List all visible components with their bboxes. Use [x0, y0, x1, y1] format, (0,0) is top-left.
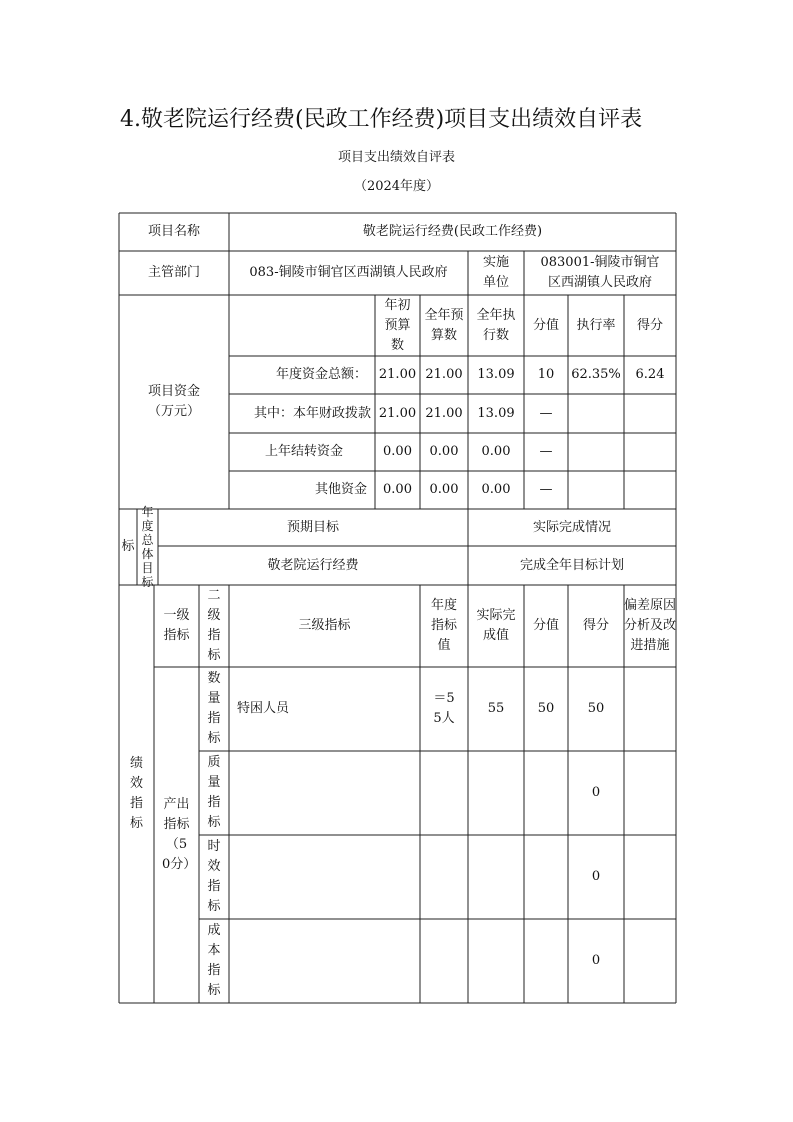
funds-row-score: 6.24: [635, 367, 665, 382]
goals-label-left: 标: [121, 539, 135, 554]
funds-row-score-value: —: [539, 405, 553, 421]
header-perf-score-value: 分值: [532, 618, 559, 633]
level2-cell: [199, 919, 229, 1003]
funds-row-initial: 21.00: [378, 367, 417, 382]
level2-text: 时效指标: [207, 839, 221, 914]
target-cell: [420, 919, 468, 1003]
level3-cell: [229, 835, 420, 919]
score-cell: 0: [591, 953, 601, 968]
page-title: 4.敬老院运行经费(民政工作经费)项目支出绩效自评表: [120, 107, 643, 132]
level2-cell: [199, 835, 229, 919]
funds-row-score: [624, 394, 676, 433]
funds-row-executed: 13.09: [477, 405, 515, 421]
level2-cell: [199, 751, 229, 835]
score-value-cell: 50: [537, 701, 555, 716]
table-year: （2024年度）: [353, 179, 440, 194]
actual-cell: [468, 919, 524, 1003]
score-cell: 50: [587, 701, 605, 716]
level3-cell: [229, 751, 420, 835]
score-value-cell: [524, 751, 568, 835]
target-cell: [420, 751, 468, 835]
funds-row-annual: 21.00: [425, 405, 463, 421]
funds-row-score: [624, 433, 676, 471]
score-value-cell: [524, 919, 568, 1003]
project-name-value: 敬老院运行经费(民政工作经费): [362, 224, 543, 239]
funds-row-executed: 0.00: [481, 444, 511, 459]
funds-row-rate: 62.35%: [571, 367, 621, 382]
target-cell: ＝55人: [433, 691, 455, 726]
project-name-label: 项目名称: [147, 224, 200, 239]
funds-row-initial: 21.00: [378, 405, 417, 421]
funds-row-initial: 0.00: [383, 444, 412, 459]
level2-text: 质量指标: [207, 755, 221, 830]
funds-row-executed: 0.00: [481, 482, 511, 497]
funds-label: 项目资金（万元）: [147, 384, 200, 419]
level1-output: 产出指标（50分）: [162, 797, 197, 872]
score-cell: 0: [591, 785, 601, 800]
level3-cell: 特困人员: [237, 701, 290, 716]
funds-row-name: 其中：本年财政拨款: [253, 405, 371, 421]
actual-cell: [468, 751, 524, 835]
header-level1: 一级指标: [163, 608, 190, 643]
performance-label: [119, 585, 154, 1003]
funds-row-annual: 0.00: [429, 482, 459, 497]
table-subtitle: 项目支出绩效自评表: [337, 150, 455, 165]
funds-row-rate: [568, 394, 624, 433]
level2-cell: [199, 667, 229, 751]
funds-row-rate: [568, 433, 624, 471]
header-executed: 全年执行数: [476, 307, 516, 343]
level2-text: 成本指标: [207, 923, 221, 998]
funds-row-initial: 0.00: [383, 482, 412, 497]
funds-row-name: 其他资金: [314, 482, 367, 497]
unit-label: 实施单位: [482, 255, 509, 290]
goals-expected-header: 预期目标: [286, 519, 339, 535]
funds-row-score-value: 10: [537, 367, 555, 382]
header-target: 年度指标值: [430, 598, 457, 653]
funds-row-rate: [568, 471, 624, 509]
goals-label-right-text: 年度总体目标: [141, 505, 154, 589]
target-cell: [420, 835, 468, 919]
funds-row-name: 上年结转资金: [264, 444, 343, 459]
score-value-cell: [524, 835, 568, 919]
header-deviation: 偏差原因分析及改进措施: [624, 598, 677, 653]
level3-cell: [229, 919, 420, 1003]
actual-cell: [468, 835, 524, 919]
level2-text: 数量指标: [207, 671, 221, 746]
goals-expected-value: 敬老院运行经费: [267, 557, 359, 573]
unit-value: 083001-铜陵市铜官区西湖镇人民政府: [540, 255, 660, 290]
dept-value: 083-铜陵市铜官区西湖镇人民政府: [249, 265, 448, 280]
goals-label-right: [137, 505, 158, 589]
funds-row-score-value: —: [539, 482, 553, 497]
funds-row-annual: 21.00: [425, 367, 463, 382]
score-cell: 0: [591, 869, 601, 884]
header-level2: [199, 585, 229, 667]
header-perf-score: 得分: [582, 618, 609, 633]
funds-row-score: [624, 471, 676, 509]
actual-cell: 55: [487, 701, 505, 716]
header-level2-text: 二级指标: [207, 588, 221, 663]
header-score-value: 分值: [532, 317, 559, 333]
dept-label: 主管部门: [147, 265, 200, 280]
header-initial-budget: 年初预算数: [384, 297, 411, 353]
funds-row-score-value: —: [539, 444, 553, 459]
header-actual: 实际完成值: [476, 608, 516, 643]
goals-actual-header: 实际完成情况: [532, 519, 611, 535]
goals-actual-value: 完成全年目标计划: [519, 557, 624, 573]
header-score: 得分: [636, 317, 663, 333]
header-exec-rate: 执行率: [576, 317, 616, 333]
performance-label-text: 绩效指标: [130, 756, 144, 831]
funds-row-executed: 13.09: [477, 367, 515, 382]
funds-row-annual: 0.00: [429, 444, 459, 459]
header-level3: 三级指标: [298, 618, 351, 633]
funds-row-name: 年度资金总额：: [275, 367, 367, 382]
header-annual-budget: 全年预算数: [424, 307, 464, 343]
